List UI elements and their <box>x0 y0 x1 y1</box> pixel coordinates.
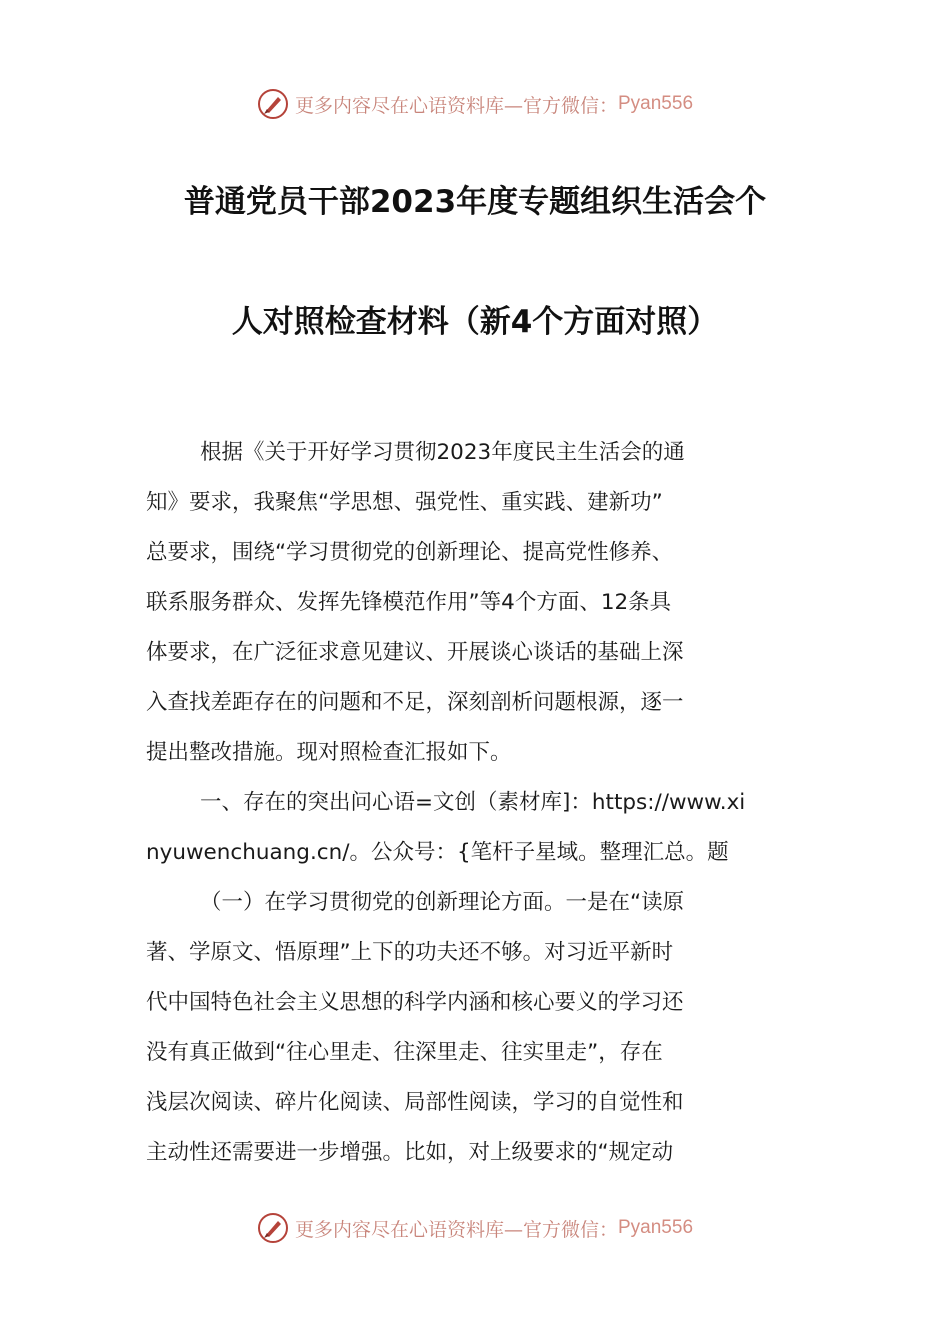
body-line <box>146 778 808 828</box>
body-line-text: 主动性还需要进一步增强。比如，对上级要求的“规定动 <box>146 1140 674 1165</box>
body-line <box>146 928 808 978</box>
watermark-wechat-id: Pyan556 <box>618 1217 694 1238</box>
document-title-line-1: 普通党员干部2023年度专题组织生活会个 <box>183 184 767 220</box>
body-line-text: 联系服务群众、发挥先锋模范作用”等4个方面、12条具 <box>146 590 672 615</box>
body-line-text: 入查找差距存在的问题和不足，深刻剖析问题根源，逐一 <box>146 690 684 715</box>
body-line-text: 总要求，围绕“学习贯彻党的创新理论、提高党性修养、 <box>146 540 674 565</box>
body-line <box>146 1078 808 1128</box>
body-line-text: 浅层次阅读、碎片化阅读、局部性阅读，学习的自觉性和 <box>146 1090 684 1115</box>
body-line <box>146 528 808 578</box>
body-line-text: 提出整改措施。现对照检查汇报如下。 <box>146 740 512 765</box>
body-line-text: 体要求，在广泛征求意见建议、开展谈心谈话的基础上深 <box>146 640 684 665</box>
watermark-text: 更多内容尽在心语资料库—官方微信： <box>294 94 618 117</box>
body-line <box>146 478 808 528</box>
body-line-text: 一、存在的突出问心语=文创（素材库]：https://www.xi <box>200 790 746 815</box>
body-line <box>146 828 808 878</box>
body-line-text: 根据《关于开好学习贯彻2023年度民主生活会的通 <box>200 440 685 465</box>
header-watermark <box>0 84 950 124</box>
body-line-text: 没有真正做到“往心里走、往深里走、往实里走”，存在 <box>146 1040 663 1065</box>
body-line-text: （一）在学习贯彻党的创新理论方面。一是在“读原 <box>200 890 685 915</box>
body-line-text: nyuwenchuang.cn/。公众号：{笔杆子星域。整理汇总。题 <box>146 840 729 865</box>
body-line-text: 著、学原文、悟原理”上下的功夫还不够。对习近平新时 <box>146 940 674 965</box>
body-line <box>146 1128 808 1178</box>
pen-nib-logo-icon <box>257 88 289 120</box>
body-line <box>146 1028 808 1078</box>
body-line <box>146 728 808 778</box>
body-line <box>146 578 808 628</box>
watermark-wechat-id: Pyan556 <box>618 93 694 114</box>
body-line <box>146 978 808 1028</box>
body-line-text: 代中国特色社会主义思想的科学内涵和核心要义的学习还 <box>146 990 684 1015</box>
pen-nib-logo-icon <box>257 1212 289 1244</box>
footer-watermark <box>0 1208 950 1248</box>
document-title-line-2: 人对照检查材料（新4个方面对照） <box>231 304 719 340</box>
body-text <box>146 428 808 1178</box>
body-line <box>146 428 808 478</box>
body-line-text: 知》要求，我聚焦“学思想、强党性、重实践、建新功” <box>146 490 663 515</box>
body-line <box>146 878 808 928</box>
body-line <box>146 628 808 678</box>
body-line <box>146 678 808 728</box>
watermark-text: 更多内容尽在心语资料库—官方微信： <box>294 1218 618 1241</box>
